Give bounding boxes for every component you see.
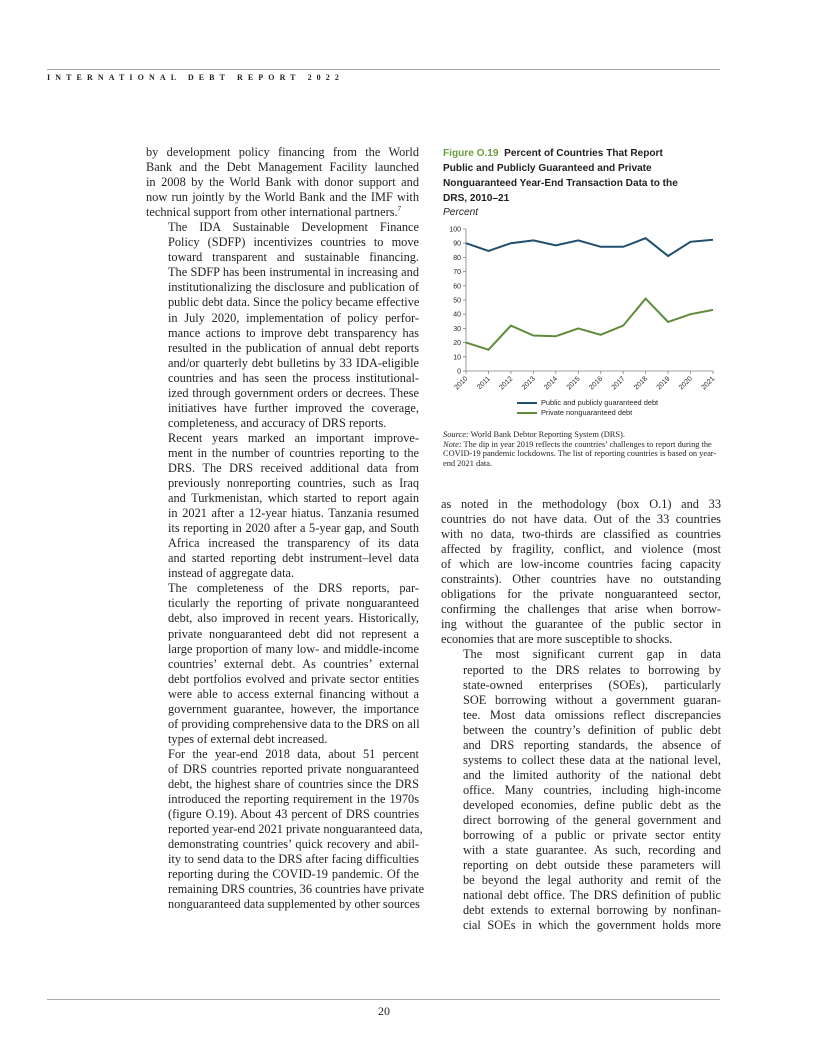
text-line: affected by fragility, conflict, and violence (most [441, 542, 721, 557]
text-line: completeness, and accuracy of DRS reports. [168, 415, 387, 430]
figure-o19 [443, 146, 725, 468]
figure-number: Figure O.19 [443, 148, 499, 159]
text-line: obligations for the private nonguaranteed sector, [441, 587, 721, 602]
paragraph [146, 746, 425, 913]
y-tick-label: 90 [453, 240, 461, 248]
text-line: reporting during the COVID-19 pandemic. Of the [168, 867, 419, 882]
text-line: with a state guarantee. As such, recording and [463, 843, 721, 858]
text-line: with no data, two-thirds are classified as countries [441, 527, 721, 542]
text-line: office. Many countries, including high-income [463, 782, 721, 797]
y-tick-label: 80 [453, 254, 461, 262]
footer-rule [47, 999, 720, 1000]
text-line: Africa increased the transparency of its data [168, 536, 419, 551]
running-head: INTERNATIONAL DEBT REPORT 2022 [47, 73, 344, 82]
left-column [146, 145, 425, 912]
y-tick-label: 100 [449, 226, 461, 234]
text-line: institutionalizing the disclosure and publication of [168, 280, 419, 295]
text-line: ment in the number of countries reporting to the [168, 445, 419, 460]
text-line: constraints). Other countries have no outstanding [441, 572, 721, 587]
paragraph [146, 145, 419, 220]
legend-label-private: Private nonguaranteed debt [541, 408, 633, 417]
text-line: remaining DRS countries, 36 countries have private [168, 882, 425, 897]
text-line: The most significant current gap in data [463, 647, 721, 662]
text-line: reporting on debt outside these parameters will [463, 858, 721, 873]
y-tick-label: 70 [453, 269, 461, 277]
x-tick-label: 2015 [565, 375, 582, 392]
text-line: instead of aggregate data. [168, 566, 295, 581]
text-line: in 2008 by the World Bank with donor support and [146, 175, 419, 190]
text-line: public debt data. Since the policy became effective [168, 295, 420, 310]
x-tick-label: 2014 [543, 375, 560, 392]
text-line: large proportion of many low- and middle-income [168, 641, 419, 656]
right-column [441, 497, 721, 933]
text-line: Recent years marked an important improve- [168, 430, 419, 445]
text-line: previously nonreporting countries, such as Iraq [168, 476, 419, 491]
figure-title-line-2: Public and Publicly Guaranteed and Private [443, 163, 652, 174]
text-line: cial SOEs in which the government holds more [463, 918, 721, 933]
text-line: toward transparent and sustainable financing. [168, 250, 419, 265]
text-line: The completeness of the DRS reports, par- [168, 581, 419, 596]
text-line: countries and has seen the process institutional- [168, 370, 419, 385]
text-line: initiatives have further improved the coverage, [168, 400, 419, 415]
text-line: of providing comprehensive data to the DRS on all [168, 716, 420, 731]
figure-title-line-3: Nonguaranteed Year-End Transaction Data to the [443, 178, 678, 189]
text-line: demonstrating countries’ quick recovery and abil- [168, 837, 419, 852]
source-label: Source: [443, 430, 469, 439]
y-tick-label: 20 [453, 340, 461, 348]
chart-legend [517, 398, 658, 418]
text-line: SOE borrowing without a government guaran- [463, 692, 721, 707]
text-line: economies that are more susceptible to shocks. [441, 632, 673, 647]
chart-canvas [438, 226, 728, 401]
text-line: in 2021 after a 12-year hiatus. Tanzania resumed [168, 506, 419, 521]
text-line: technical support from other international partners. [146, 205, 398, 220]
text-line: The IDA Sustainable Development Finance [168, 220, 419, 235]
x-tick-label: 2018 [633, 375, 650, 392]
figure-title [443, 146, 725, 206]
x-tick-label: 2016 [588, 375, 605, 392]
y-tick-label: 10 [453, 354, 461, 362]
y-tick-label: 60 [453, 283, 461, 291]
series-line-public [466, 238, 713, 256]
paragraph [441, 497, 721, 647]
text-line: private nonguaranteed debt did not represent a [168, 626, 419, 641]
footnote-marker: 7 [397, 205, 402, 214]
text-line: (figure O.19). About 43 percent of DRS countries [168, 807, 419, 822]
figure-notes [443, 430, 725, 468]
header-rule [47, 69, 720, 70]
series-line-private [466, 299, 713, 350]
text-line: of DRS countries reported private nonguaranteed [168, 761, 419, 776]
text-line: confirming the challenges that arise when borrow- [441, 602, 721, 617]
text-line: by development policy financing from the World [146, 145, 419, 159]
source-text: World Bank Debtor Reporting System (DRS). [468, 430, 625, 439]
y-tick-label: 0 [457, 368, 461, 376]
text-line: and DRS reporting standards, the absence of [463, 737, 721, 752]
y-tick-label: 40 [453, 311, 461, 319]
text-line: reported to the DRS relates to borrowing by [463, 662, 721, 677]
legend-item-private [517, 408, 658, 418]
y-tick-label: 30 [453, 325, 461, 333]
x-tick-label: 2011 [476, 375, 492, 392]
text-line: in July 2020, implementation of policy perfor- [168, 310, 419, 325]
figure-title-line-4: DRS, 2010–21 [443, 193, 510, 204]
text-line: ticularly the reporting of private nonguaranteed [168, 596, 419, 611]
paragraph [146, 431, 419, 581]
text-line: its reporting in 2020 after a 5-year gap, and South [168, 521, 419, 536]
text-line: and started reporting debt instrument–level data [168, 551, 419, 566]
text-line: systems to collect these data at the national level, [463, 752, 721, 767]
text-line: direct borrowing of the general government and [463, 812, 721, 827]
text-line: were able to access external financing without a [168, 686, 419, 701]
legend-label-public: Public and publicly guaranteed debt [541, 398, 659, 407]
legend-item-public [517, 398, 658, 408]
text-line: countries do not have data. Out of the 33 countries [441, 512, 721, 527]
note-text: The dip in year 2019 reflects the countries’ challenges to report during the COVID-19 pandemic lockdowns. The list of reporting countries is based on year-end 2021 data. [443, 439, 717, 468]
text-line: government guarantee, however, the importance [168, 701, 419, 716]
paragraph [146, 581, 419, 747]
text-line: now run jointly by the World Bank and the IMF with [146, 190, 419, 205]
text-line: and/or quarterly debt bulletins by 33 IDA-eligible [168, 355, 419, 370]
figure-title-line-1: Percent of Countries That Report [504, 148, 663, 159]
page-number: 20 [378, 1004, 390, 1018]
text-line: debt extends to external borrowing by nonfinan- [463, 903, 721, 918]
y-tick-label: 50 [453, 297, 461, 305]
x-tick-label: 2013 [520, 375, 537, 392]
text-line: nonguaranteed data supplemented by other sources [168, 897, 420, 912]
note-label: Note: [443, 439, 462, 449]
text-line: tee. Most data omissions reflect discrepancies [463, 707, 721, 722]
figure-note [443, 440, 725, 469]
text-line: DRS. The DRS received additional data from [168, 460, 419, 475]
text-line: Policy (SDFP) incentivizes countries to move [168, 235, 419, 250]
paragraph [441, 647, 721, 933]
paragraph [146, 220, 419, 431]
text-line: introduced the reporting requirement in the 1970s [168, 792, 419, 807]
text-line: The SDFP has been instrumental in increasing and [168, 265, 419, 280]
text-line: For the year-end 2018 data, about 51 percent [168, 746, 419, 761]
x-tick-label: 2020 [677, 375, 694, 392]
text-line: debt, the highest share of countries since the DRS [168, 776, 419, 791]
text-line: ity to send data to the DRS after facing difficulties [168, 852, 419, 867]
line-chart [438, 226, 728, 406]
text-line: ing without the guarantee of the public sector in [441, 617, 721, 632]
figure-source [443, 430, 725, 440]
x-tick-label: 2010 [453, 375, 470, 392]
text-line: types of external debt increased. [168, 731, 328, 746]
text-line: debt portfolios evolved and private sector entities [168, 671, 419, 686]
figure-unit: Percent [443, 207, 479, 218]
x-tick-label: 2021 [700, 375, 717, 392]
text-line: mance actions to improve debt transparency has [168, 325, 419, 340]
x-tick-label: 2012 [498, 375, 515, 392]
text-line: between the country’s definition of public debt [463, 722, 721, 737]
text-line: countries’ external debt. As countries’ external [168, 656, 419, 671]
legend-swatch-public [517, 402, 537, 404]
legend-swatch-private [517, 412, 537, 414]
x-tick-label: 2019 [655, 375, 672, 392]
text-line: as noted in the methodology (box O.1) and 33 [441, 497, 721, 511]
text-line: of which are low-income countries facing capacity [441, 557, 721, 572]
text-line: ized through government orders or decrees. These [168, 385, 419, 400]
text-line: Bank and the Debt Management Facility launched [146, 160, 419, 175]
text-line: national debt office. The DRS definition of public [463, 888, 721, 903]
text-line: resulted in the publication of annual debt reports [168, 340, 419, 355]
text-line: debt, also improved in recent years. Historically, [168, 611, 419, 626]
text-line: state-owned enterprises (SOEs), particularly [463, 677, 721, 692]
text-line: borrowing of a public or private sector entity [463, 828, 721, 843]
text-line: be beyond the legal authority and remit of the [463, 873, 721, 888]
text-line: reported year-end 2021 private nonguaranteed data, [168, 822, 423, 837]
x-tick-label: 2017 [610, 375, 627, 392]
text-line: and Turkmenistan, which started to report again [168, 491, 419, 506]
text-line: developed economies, define public debt as the [463, 797, 721, 812]
text-line: and the limited authority of the national debt [463, 767, 721, 782]
